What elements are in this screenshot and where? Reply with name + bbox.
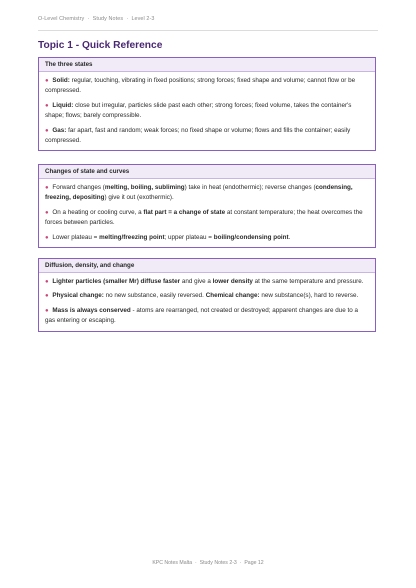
bullet-icon: ● xyxy=(45,293,49,300)
header-level: Level 2-3 xyxy=(131,16,155,22)
list-item xyxy=(45,76,369,97)
header-course: O-Level Chemistry xyxy=(38,16,85,22)
header-divider xyxy=(38,30,378,31)
header-doc: Study Notes xyxy=(92,16,124,22)
item-text: Forward changes ( xyxy=(52,184,105,191)
bold-term: flat part = a change of state xyxy=(143,208,226,216)
bold-term: Solid: xyxy=(52,77,70,84)
header-sep: · xyxy=(87,16,90,22)
footer-sep: · xyxy=(195,560,197,566)
list-item xyxy=(45,208,369,229)
item-text: ) take in heat (endothermic); reverse changes ( xyxy=(184,184,316,191)
item-text: and give a xyxy=(180,278,213,285)
list-item xyxy=(45,233,369,243)
bold-term: Lighter particles (smaller Mr) diffuse faster xyxy=(52,278,181,285)
item-text: ; upper plateau = xyxy=(164,233,214,241)
bullet-icon: ● xyxy=(45,279,49,285)
list-item xyxy=(45,183,369,204)
footer-doc: Study Notes 2-3 xyxy=(199,560,237,566)
item-text: . xyxy=(288,233,291,241)
footer-brand: KPC Notes Malta xyxy=(152,560,193,566)
bullet-icon: ● xyxy=(45,185,49,191)
bold-term: Gas: xyxy=(52,126,67,134)
section-body xyxy=(39,72,375,146)
bold-term: lower density xyxy=(212,278,253,285)
list-item xyxy=(45,126,369,147)
running-footer xyxy=(0,560,416,566)
item-text: - atoms are rearranged, not created or destroyed; apparent changes are due to a gas entering or escaping. xyxy=(45,306,358,325)
bold-term: Physical change: xyxy=(52,292,104,300)
bold-term: Chemical change: xyxy=(205,292,260,300)
bullet-icon: ● xyxy=(45,209,49,216)
bold-term: boiling/condensing point xyxy=(213,233,289,241)
footer-page: Page 12 xyxy=(244,560,264,566)
section-heading: Diffusion, density, and change xyxy=(39,259,375,273)
section-changes-of-state xyxy=(38,164,376,248)
item-text: regular, touching, vibrating in fixed positions; strong forces; fixed shape and volume; cannot flow or be compressed. xyxy=(45,77,356,95)
item-text: at constant temperature; the heat overcomes the forces between particles. xyxy=(45,208,363,227)
section-heading: Changes of state and curves xyxy=(39,165,375,179)
bold-term: condensing, freezing, depositing xyxy=(45,184,353,202)
bold-term: Liquid: xyxy=(52,101,74,109)
item-text: close but irregular, particles slide past each other; strong forces; fixed volume, takes the container's shape; flows; barely compressible. xyxy=(45,101,352,120)
section-heading: The three states xyxy=(39,58,375,72)
section-diffusion-density xyxy=(38,258,376,332)
bullet-icon: ● xyxy=(45,78,49,84)
bullet-icon: ● xyxy=(45,307,49,314)
list-item xyxy=(45,306,369,327)
list-item xyxy=(45,101,369,122)
item-text: new substance(s), hard to reverse. xyxy=(259,292,359,300)
bullet-icon: ● xyxy=(45,234,49,241)
list-item xyxy=(45,291,369,301)
item-text: at the same temperature and pressure. xyxy=(252,278,364,285)
section-three-states xyxy=(38,57,376,151)
bold-term: melting, boiling, subliming xyxy=(104,184,185,191)
section-body xyxy=(39,179,375,243)
footer-sep: · xyxy=(239,560,242,566)
page-title: Topic 1 - Quick Reference xyxy=(38,40,163,51)
bold-term: Mass is always conserved xyxy=(52,306,131,314)
list-item xyxy=(45,277,369,287)
item-text: ) give it out (exothermic). xyxy=(104,194,174,202)
header-sep: · xyxy=(126,16,129,22)
item-text: no new substance, easily reversed. xyxy=(103,292,206,300)
running-header xyxy=(38,16,155,22)
bold-term: melting/freezing point xyxy=(99,233,165,241)
bullet-icon: ● xyxy=(45,102,49,109)
item-text: far apart, fast and random; weak forces; no fixed shape or volume; flows and fills the container; easily compressed. xyxy=(45,126,351,145)
section-body xyxy=(39,273,375,327)
item-text: On a heating or cooling curve, a xyxy=(52,208,144,216)
item-text: Lower plateau = xyxy=(52,233,100,241)
bullet-icon: ● xyxy=(45,127,49,134)
